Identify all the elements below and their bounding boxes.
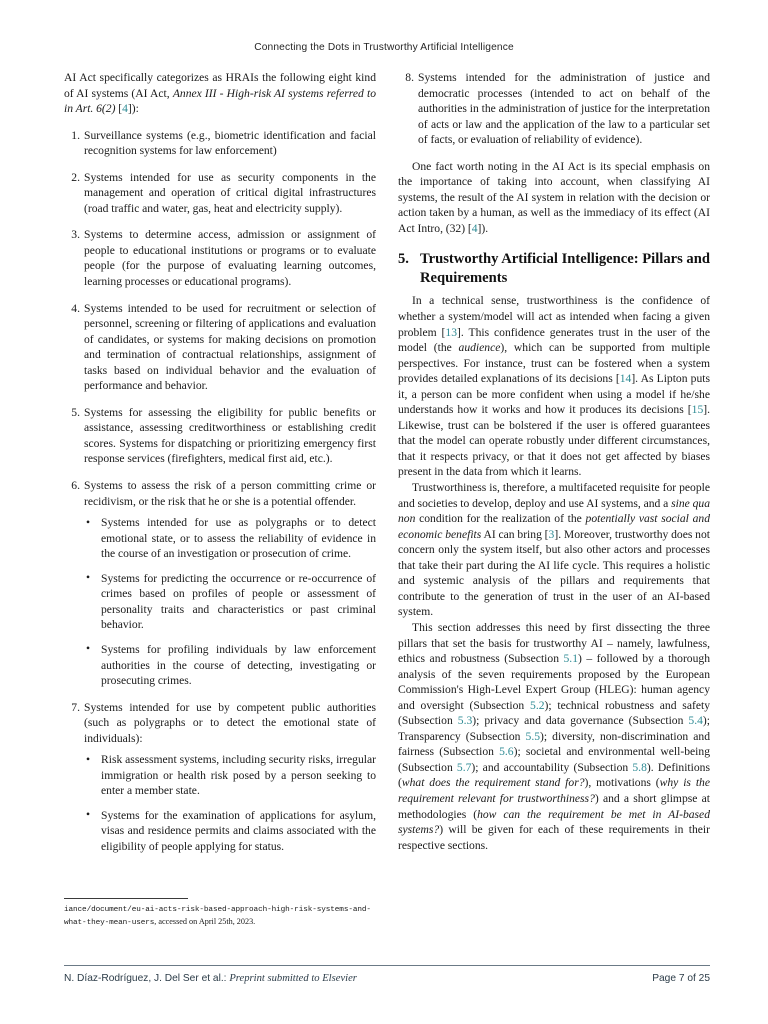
list-item	[64, 128, 376, 159]
p-seg: ) – followed by a thorough analysis of the seven requirements proposed by the European Commission's High-Level Expert Group (HLEG): human agency and oversight (Subsection	[398, 652, 710, 712]
bullet-icon: •	[86, 571, 91, 585]
list-item	[64, 227, 376, 289]
lead-paragraph	[64, 70, 376, 117]
list-marker: 1.	[71, 128, 80, 142]
list-item-text: Systems intended for the administration of justice and democratic processes (intended to act on behalf of the authorities in the administration of justice for the interpretation of acts or law and the application of the law to a particular set of facts, or evaluation of reliability of evidence).	[418, 71, 710, 147]
p-seg: AI can bring [	[481, 527, 549, 541]
paragraph-section-overview	[398, 620, 710, 853]
list-item	[84, 642, 376, 689]
section-number: 5.	[398, 251, 409, 268]
p-seg: ]. Moreover, trustworthy does not concern only the system itself, but also other actors and processes that take their part during the AI life cycle. This requires a holistic and systemic analysis of the pillars and requirements that contribute to the generation of trust in the user of an AI-based system.	[398, 527, 711, 619]
footer-rule	[64, 965, 710, 966]
bullet-icon: •	[86, 752, 91, 766]
footnote-tail: , accessed on April 25th, 2023.	[154, 917, 256, 927]
list-marker: 5.	[71, 405, 80, 419]
section-title: Trustworthy Artificial Intelligence: Pillars and Requirements	[420, 251, 710, 286]
p-seg: ]. Likewise, trust can be bolstered if the user is offered guarantees that the model can operate robustly under different circumstances, that it respects privacy, or that it does not get affected by biases present in the data from which it learns.	[398, 403, 710, 479]
list-item	[84, 752, 376, 799]
p-seg: ) will be given for each of these requirements in their respective sections.	[398, 823, 710, 852]
citation-link-3[interactable]: 3	[548, 527, 555, 541]
citation-link-4[interactable]: 4	[471, 221, 478, 235]
list-marker: 4.	[71, 301, 80, 315]
p-seg: ), which can be supported from multiple perspectives. For instance, trust can be fostered when a system provides detailed explanations of its decisions [	[398, 341, 710, 386]
footnote-text	[64, 903, 376, 930]
p-seg: ), motivations (	[584, 776, 660, 790]
sub-bullet-list	[84, 515, 376, 688]
lead-text-part3: ]):	[127, 102, 139, 116]
subsection-link-5-4[interactable]: 5.4	[688, 714, 703, 728]
section-heading-5	[398, 250, 710, 287]
list-item-text: Systems for predicting the occurrence or re-occurrence of crimes based on profiles of people or assessment of personality traits and characteristics or past criminal behavior.	[101, 571, 376, 632]
hrai-numbered-list-continued	[398, 70, 710, 148]
paragraph-ai-act-emphasis	[398, 159, 710, 237]
list-item	[84, 515, 376, 562]
p-seg: This section addresses this need by first dissecting the three pillars that set the basis for trustworthy AI – namely, lawfulness, ethics and robustness (Subsection	[398, 620, 710, 666]
list-item	[398, 70, 710, 148]
para-part2: ]).	[477, 221, 489, 235]
list-item-text: Systems for the examination of applications for asylum, visas and residence permits and claims associated with the eligibility of people applying for status.	[101, 808, 376, 853]
right-column	[398, 70, 710, 930]
subsection-link-5-3[interactable]: 5.3	[457, 714, 473, 728]
citation-link-4[interactable]: 4	[122, 102, 128, 116]
lead-text-part2: [	[115, 102, 123, 116]
footer-author-names: N. Díaz-Rodríguez, J. Del Ser et al.:	[64, 973, 230, 984]
p-seg: ]. As Lipton puts it, a person can be more confident when using a model if he/she understands how it works and how it produces its decisions [	[398, 372, 710, 417]
p-seg: ); Transparency (Subsection	[398, 714, 711, 743]
list-item-text: Systems intended for use as security components in the management and operation of critical digital infrastructures (road traffic and water, gas, heat and electricity supply).	[84, 170, 376, 215]
list-item-text: Systems for profiling individuals by law enforcement authorities in the course of detecting, investigating or prosecuting crimes.	[101, 642, 376, 688]
subsection-link-5-5[interactable]: 5.5	[525, 729, 541, 743]
list-marker: 8.	[405, 71, 414, 84]
subsection-link-5-8[interactable]: 5.8	[632, 760, 647, 774]
paragraph-technical-sense	[398, 293, 710, 480]
emphasis-audience: audience	[458, 341, 501, 355]
list-item	[64, 478, 376, 689]
list-marker: 6.	[71, 479, 80, 493]
p-seg: ); diversity, non-discrimination and fairness (Subsection	[398, 729, 710, 759]
p-seg: In a technical sense, trustworthiness is the confidence of whether a system/model will act as intended when facing a given problem [	[398, 294, 710, 339]
footnote-rule	[64, 898, 188, 899]
list-item-text: Surveillance systems (e.g., biometric identification and facial recognition systems for law enforcement)	[84, 128, 376, 158]
emphasis-sine-qua-non: sine qua non	[398, 496, 710, 526]
footer-page-number: Page 7 of 25	[652, 973, 710, 984]
footer-preprint-note: Preprint submitted to Elsevier	[229, 973, 357, 984]
running-head: Connecting the Dots in Trustworthy Artificial Intelligence	[254, 42, 514, 53]
list-item-text: Systems to determine access, admission or assignment of people to educational institutions or programs or to evaluate people (for the purpose of evaluating learning outcomes, learning processes or educational programs).	[84, 228, 376, 289]
list-item	[64, 170, 376, 217]
subsection-link-5-6[interactable]: 5.6	[499, 745, 514, 759]
emphasis-definitions-question: what does the requirement stand for?	[401, 776, 585, 790]
list-item-text: Risk assessment systems, including security risks, irregular immigration or health risk posed by a person seeking to enter a member state.	[101, 753, 376, 798]
list-item	[84, 571, 376, 633]
list-item-text: Systems for assessing the eligibility for public benefits or assistance, assessing creditworthiness or establishing credit scores. Systems for dispatching or prioritizing emergency first response services (firefighters, medical first aid, etc.).	[84, 405, 376, 466]
p-seg: ); technical robustness and safety (Subsection	[398, 698, 710, 728]
p-seg: condition for the realization of the	[415, 512, 586, 526]
subsection-link-5-1[interactable]: 5.1	[563, 652, 578, 666]
p-seg: ); privacy and data governance (Subsection	[472, 714, 689, 728]
list-item-text: Systems intended for use by competent public authorities (such as polygraphs or to detect the emotional state of individuals):	[84, 700, 376, 745]
list-marker: 7.	[71, 700, 80, 714]
two-column-body	[64, 70, 710, 930]
citation-link-15[interactable]: 15	[691, 403, 704, 417]
subsection-link-5-2[interactable]: 5.2	[530, 698, 545, 712]
list-item	[64, 405, 376, 467]
para-part1: One fact worth noting in the AI Act is its special emphasis on the importance of taking into account, when classifying AI systems, the result of the AI system in relation with the decision or action taken by a human, as well as the immediacy of its effect (AI Act Intro, (32) [	[398, 159, 710, 235]
list-item	[84, 808, 376, 855]
list-item	[64, 700, 376, 855]
emphasis-benefits: potentially vast social and economic benefits	[398, 512, 711, 541]
sub-bullet-list	[84, 752, 376, 854]
list-marker: 2.	[71, 170, 80, 184]
footer-authors	[64, 973, 357, 984]
page-footer	[64, 965, 710, 984]
list-item-text: Systems to assess the risk of a person committing crime or recidivism, or the risk that he or she is a potential offender.	[84, 479, 376, 508]
footer-row	[64, 973, 710, 984]
bullet-icon: •	[86, 808, 91, 822]
list-item-text: Systems intended to be used for recruitment or selection of personnel, screening or filtering of applications and evaluation of candidates, or systems for making decisions on promotion and termination of contractual relationships, assignment of tasks based on individual behavior and the evaluation of performance and behavior.	[84, 301, 376, 393]
list-marker: 3.	[71, 228, 80, 242]
p-seg: ); societal and environmental well-being (Subsection	[398, 745, 710, 774]
emphasis-methodologies-question: how can the requirement be met in AI-based systems?	[398, 807, 710, 837]
subsection-link-5-7[interactable]: 5.7	[456, 760, 472, 774]
hrai-numbered-list	[64, 128, 376, 855]
list-item	[64, 301, 376, 394]
p-seg: ]. This confidence generates trust in the user of the model (the	[398, 325, 711, 355]
p-seg: Trustworthiness is, therefore, a multifaceted requisite for people and societies to develop, deploy and use AI systems, and a	[398, 481, 710, 510]
footnote-url[interactable]: iance/document/eu-ai-acts-risk-based-approach-high-risk-systems-and-what-they-mean-users	[64, 905, 371, 928]
citation-link-13[interactable]: 13	[445, 325, 458, 339]
emphasis-motivations-question: why is the requirement relevant for trustworthiness?	[398, 776, 710, 805]
p-seg: ). Definitions (	[398, 760, 710, 790]
list-item-text: Systems intended for use as polygraphs or to detect emotional state, or to assess the reliability of evidence in the course of an investigation or prosecution of crime.	[101, 516, 376, 561]
lead-italic-citation: Annex III - High-risk AI systems referred to in Art. 6(2)	[64, 86, 376, 116]
bullet-icon: •	[86, 515, 91, 529]
footnote-area	[64, 898, 376, 930]
p-seg: ); and accountability (Subsection	[471, 760, 633, 774]
bullet-icon: •	[86, 642, 91, 656]
left-column	[64, 70, 376, 930]
lead-text-part1: AI Act specifically categorizes as HRAIs the following eight kind of AI systems (AI Act,	[64, 71, 376, 100]
p-seg: ) and a short glimpse at methodologies (	[398, 791, 710, 821]
citation-link-14[interactable]: 14	[619, 372, 632, 386]
paragraph-trustworthiness-multifaceted	[398, 480, 710, 620]
